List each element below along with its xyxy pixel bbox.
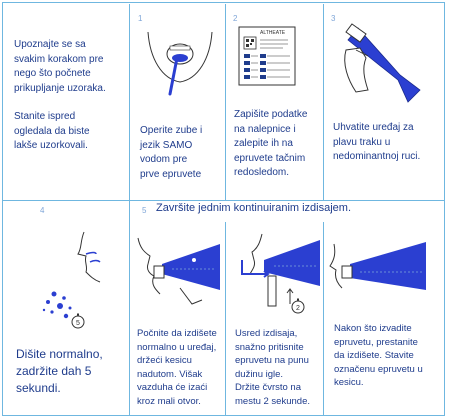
step-5-heading: Završite jednim kontinuiranim izdisajem. — [156, 202, 352, 214]
step-4-text: Dišite normalno, zadržite dah 5 sekundi. — [16, 347, 103, 395]
step-5-col-1-text: Počnite da izdišete normalno u uređaj, držeći kesicu nadutom. Višak vazduha će izaći kroz mali otvor. — [137, 328, 217, 407]
breathing-face-illustration — [66, 228, 126, 288]
remove-tube-illustration — [326, 238, 430, 300]
step-3-number: 3 — [331, 14, 336, 23]
step-5-col-2-text: Usred izdisaja, snažno pritisnite epruvetu na punu dužinu igle. Držite čvrsto na mestu 2 sekunde. — [235, 328, 310, 407]
press-tube-illustration — [228, 230, 322, 316]
divider — [225, 222, 226, 416]
timer-icon — [70, 313, 86, 329]
form-title: ALTHEATE — [260, 30, 286, 36]
divider — [129, 200, 130, 416]
divider — [225, 4, 226, 200]
exhale-into-device-illustration — [132, 234, 224, 310]
mouth-brushing-illustration — [140, 24, 220, 114]
label-form-illustration — [238, 26, 298, 88]
step-5-number: 5 — [142, 206, 147, 215]
divider — [129, 4, 130, 200]
step-5-col-3-text: Nakon što izvadite epruvetu, prestanite da izdišete. Stavite označenu epruvetu u kesicu. — [334, 323, 423, 388]
step-3-text: Uhvatite uređaj za plavu traku u nedominantnoj ruci. — [333, 122, 421, 162]
step-1-text: Operite zube i jezik SAMO vodom pre prve epruvete — [140, 125, 203, 180]
svg-text:2: 2 — [296, 305, 300, 312]
intro-text: Upoznajte se sa svakim korakom pre nego što počnete prikupljanje uzoraka. Stanite ispred ogledala da biste lakše uzorkovali. — [14, 39, 106, 151]
svg-text:5: 5 — [76, 320, 80, 327]
step-4-number: 4 — [40, 206, 45, 215]
timer-icon — [290, 298, 306, 314]
hand-holding-device-illustration — [338, 20, 430, 112]
step-2-text: Zapišite podatke na nalepnice i zalepite ih na epruvete tačnim redosledom. — [234, 109, 308, 178]
divider — [323, 222, 324, 416]
step-2-number: 2 — [233, 14, 238, 23]
step-1-number: 1 — [138, 14, 143, 23]
divider — [323, 4, 324, 200]
